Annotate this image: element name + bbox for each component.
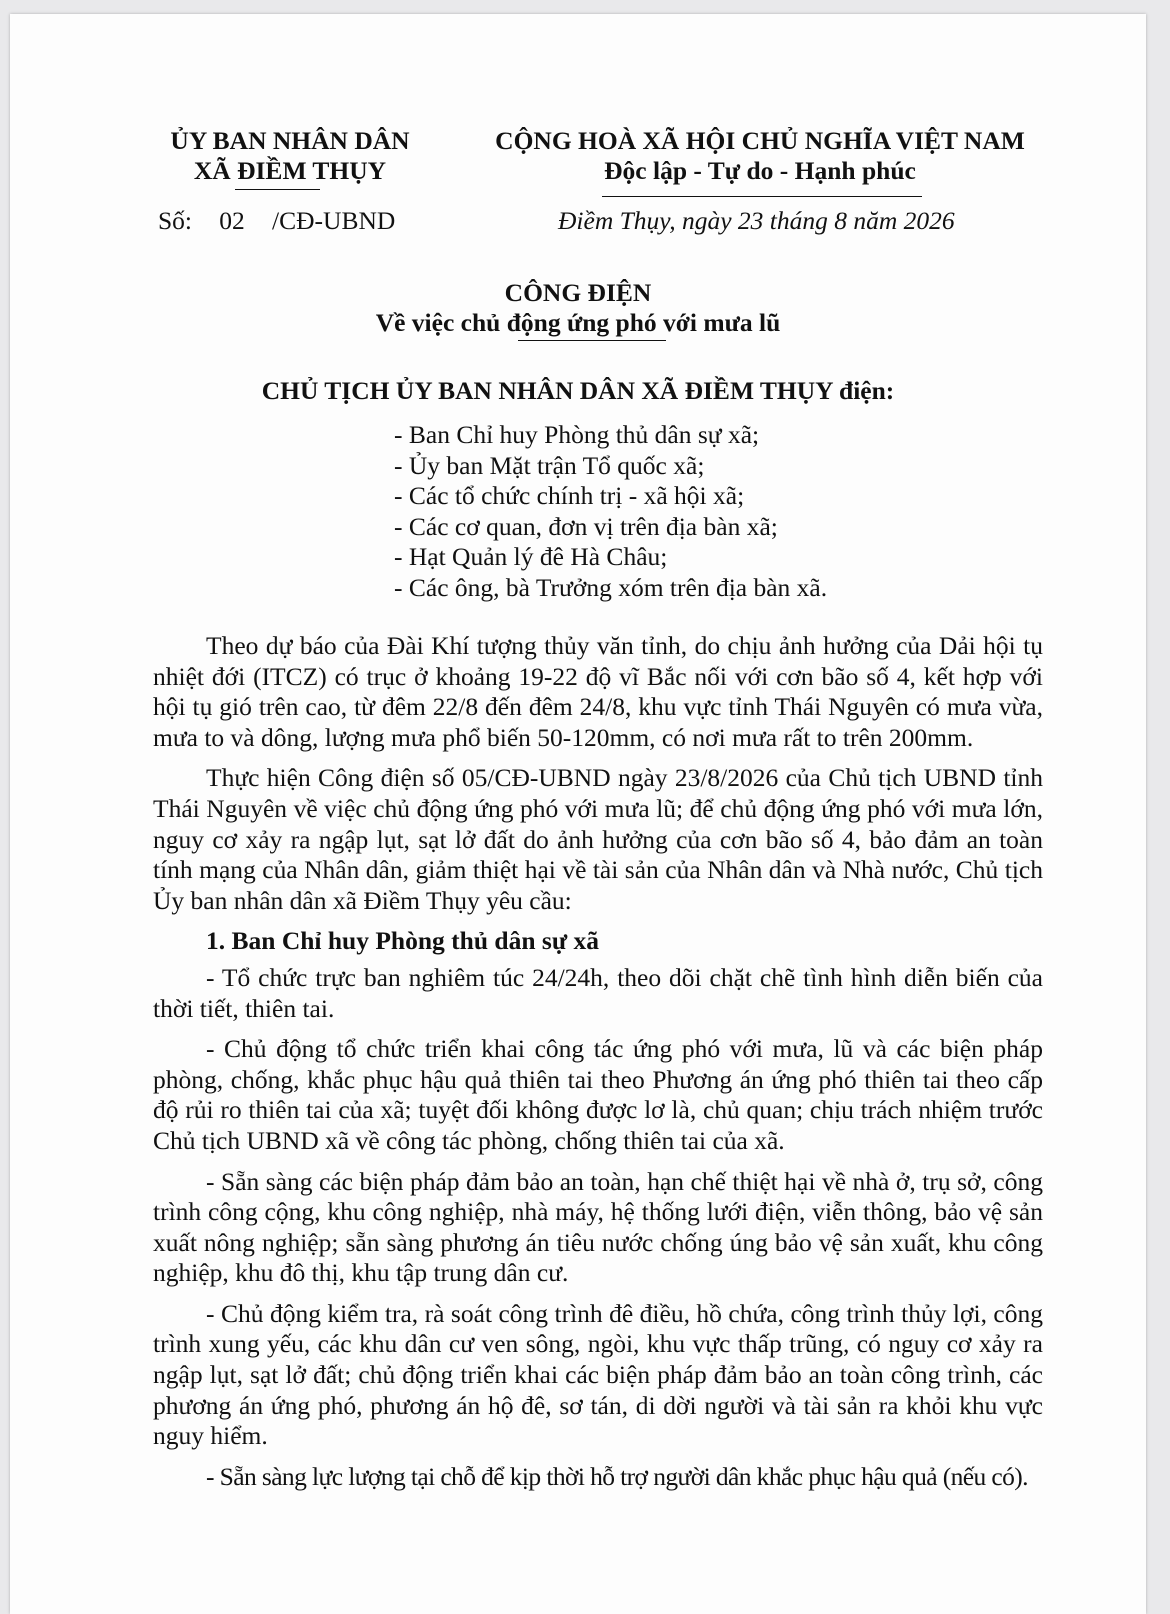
number-suffix: /CĐ-UBND [272, 206, 396, 235]
recipient-item: - Ủy ban Mặt trận Tổ quốc xã; [394, 450, 705, 480]
section-item: - Tổ chức trực ban nghiêm túc 24/24h, theo dõi chặt chẽ tình hình diễn biến của thời tiết, thiên tai. [153, 962, 1043, 1023]
issuer-line-1: ỦY BAN NHÂN DÂN [170, 126, 410, 155]
paragraph-directive: Thực hiện Công điện số 05/CĐ-UBND ngày 23/8/2026 của Chủ tịch UBND tỉnh Thái Nguyên về việc chủ động ứng phó với mưa lũ; để chủ động ứng phó với mưa lớn, nguy cơ xảy ra ngập lụt, sạt lở đất do ảnh hưởng của cơn bão số 4, bảo đảm an toàn tính mạng của Nhân dân, giảm thiệt hại về tài sản của Nhân dân và Nhà nước, Chủ tịch Ủy ban nhân dân xã Điềm Thụy yêu cầu: [153, 763, 1043, 915]
motto-underline [602, 196, 922, 197]
section-item: - Sẵn sàng lực lượng tại chỗ để kịp thời hỗ trợ người dân khắc phục hậu quả (nếu có). [206, 1461, 1028, 1491]
issuer-header [140, 126, 440, 186]
national-motto: Độc lập - Tự do - Hạnh phúc [604, 156, 916, 185]
issuer-line-2: XÃ ĐIỀM THỤY [193, 156, 387, 185]
document-title-block [10, 278, 1146, 338]
number-prefix: Số: [158, 206, 193, 235]
issuer-underline [235, 189, 320, 190]
subject-underline [518, 340, 666, 341]
paragraph-forecast: Theo dự báo của Đài Khí tượng thủy văn tỉnh, do chịu ảnh hưởng của Dải hội tụ nhiệt đới (ITCZ) có trục ở khoảng 19-22 độ vĩ Bắc nối với cơn bão số 4, kết hợp với hội tụ gió trên cao, từ đêm 22/8 đến đêm 24/8, khu vực tỉnh Thái Nguyên có mưa vừa, mưa to và dông, lượng mưa phổ biến 50-120mm, có nơi mưa rất to trên 200mm. [153, 631, 1043, 752]
recipient-item: - Các tổ chức chính trị - xã hội xã; [394, 481, 745, 511]
section-item: - Sẵn sàng các biện pháp đảm bảo an toàn, hạn chế thiệt hại về nhà ở, trụ sở, công trình công cộng, khu công nghiệp, nhà máy, hệ thống lưới điện, viễn thông, bảo vệ sản xuất nông nghiệp; sẵn sàng phương án tiêu nước chống úng bảo vệ sản xuất, khu công nghiệp, khu đô thị, khu tập trung dân cư. [153, 1166, 1043, 1288]
recipient-item: - Ban Chỉ huy Phòng thủ dân sự xã; [394, 420, 760, 449]
recipient-item: - Các cơ quan, đơn vị trên địa bàn xã; [394, 511, 778, 541]
national-title: CỘNG HOÀ XÃ HỘI CHỦ NGHĨA VIỆT NAM [495, 126, 1025, 155]
document-body [153, 631, 1043, 1502]
document-page [10, 14, 1146, 1614]
number-value: 02 [219, 206, 245, 235]
section-item: - Chủ động kiểm tra, rà soát công trình đê điều, hồ chứa, công trình thủy lợi, công trình xung yếu, các khu dân cư ven sông, ngòi, khu vực thấp trũng, có nguy cơ xảy ra ngập lụt, sạt lở đất; chủ động triển khai các biện pháp đảm bảo an toàn công trình, các phương án ứng phó, phương án hộ đê, sơ tán, di dời người và tài sản ra khỏi khu vực nguy hiểm. [153, 1298, 1043, 1451]
section-item: - Chủ động tổ chức triển khai công tác ứng phó với mưa, lũ và các biện pháp phòng, chống, khắc phục hậu quả thiên tai theo Phương án ứng phó thiên tai theo cấp độ rủi ro thiên tai của xã; tuyệt đối không được lơ là, chủ quan; chịu trách nhiệm trước Chủ tịch UBND xã về công tác phòng, chống thiên tai của xã. [153, 1034, 1043, 1155]
sender-line: CHỦ TỊCH ỦY BAN NHÂN DÂN XÃ ĐIỀM THỤY điện: [261, 376, 895, 405]
document-type: CÔNG ĐIỆN [504, 278, 652, 307]
document-subject: Về việc chủ động ứng phó với mưa lũ [375, 308, 781, 337]
recipient-list [394, 420, 827, 604]
recipient-item: - Hạt Quản lý đê Hà Châu; [394, 542, 668, 572]
recipient-item: - Các ông, bà Trưởng xóm trên địa bàn xã. [394, 572, 828, 602]
place-date: Điềm Thụy, ngày 23 tháng 8 năm 2026 [558, 206, 955, 235]
section-heading: 1. Ban Chỉ huy Phòng thủ dân sự xã [206, 926, 599, 956]
document-number [158, 206, 395, 236]
national-header [470, 126, 1050, 186]
